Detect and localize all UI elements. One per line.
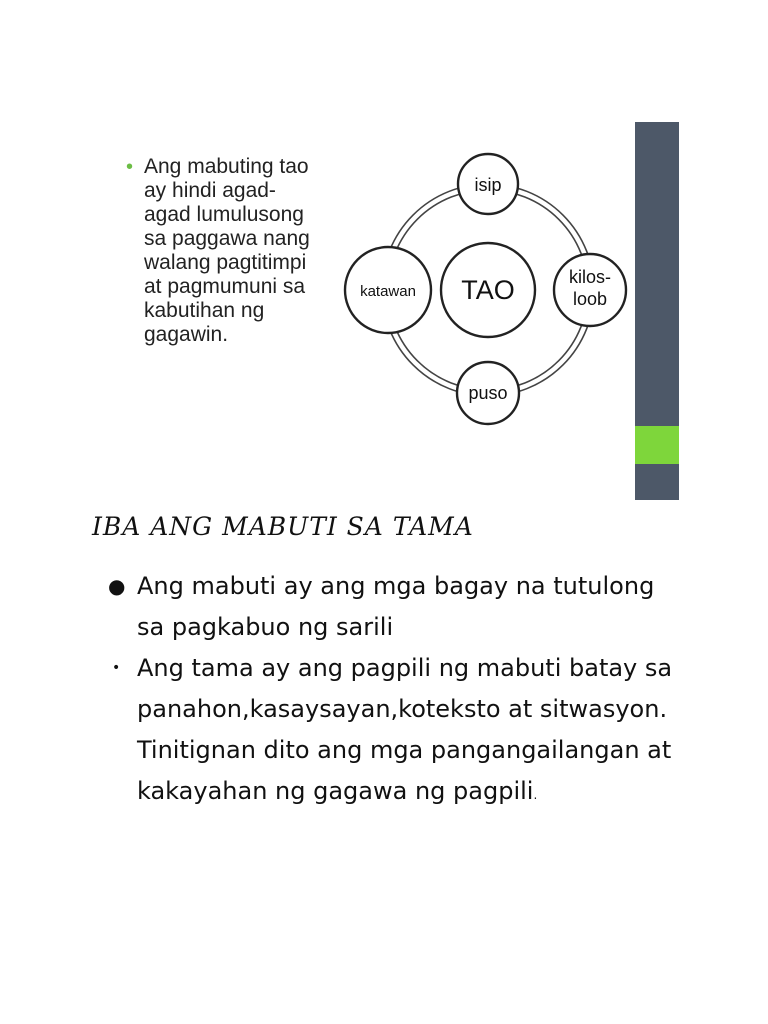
- slide-bullet-line: at pagmumuni sa: [144, 275, 306, 298]
- list-item-line: Ang mabuti ay ang mga bagay na tutulong: [137, 572, 655, 600]
- tao-diagram: [338, 140, 638, 440]
- slide-bullet-line: gagawin.: [144, 323, 229, 346]
- slide-bullet-line: walang pagtitimpi: [144, 251, 307, 274]
- slide-bullet-line: sa paggawa nang: [144, 227, 310, 250]
- node-right-label-line1: kilos-: [568, 267, 612, 287]
- list-item-line-text: kakayahan ng gagawa ng pagpili: [137, 777, 534, 805]
- node-top: [458, 154, 518, 214]
- slide-bullet-line: agad lumulusong: [144, 203, 304, 226]
- node-bottom-label: puso: [468, 383, 508, 403]
- list-item: [108, 648, 708, 816]
- list-item-line: [137, 771, 708, 816]
- list-item-trailing-period: .: [533, 788, 538, 802]
- node-center: [441, 243, 535, 337]
- bullet-dot-icon: •: [126, 156, 134, 178]
- slide-bullet-line: ay hindi agad-: [144, 179, 276, 202]
- node-center-label: TAO: [461, 275, 515, 305]
- slide-sidebar-accent: [635, 426, 679, 464]
- node-bottom: [457, 362, 519, 424]
- list-item: [108, 566, 708, 648]
- node-right: [554, 254, 626, 326]
- list-item-line: Tinitignan dito ang mga pangangailangan at: [137, 736, 672, 764]
- slide-bullet: [126, 155, 326, 347]
- list-item-line: sa pagkabuo ng sarili: [137, 613, 394, 641]
- node-top-label: isip: [474, 175, 502, 195]
- section-heading: IBA ANG MABUTI SA TAMA: [92, 512, 474, 541]
- definition-list: [108, 566, 708, 816]
- slide-bullet-line: kabutihan ng: [144, 299, 265, 322]
- list-item-line: panahon,kasaysayan,koteksto at sitwasyon.: [137, 695, 668, 723]
- tao-diagram-svg: [338, 140, 638, 440]
- node-right-label-line2: loob: [572, 289, 608, 309]
- node-left-label: katawan: [360, 283, 416, 300]
- slide-sidebar-bar: [635, 122, 679, 500]
- list-item-line: Ang tama ay ang pagpili ng mabuti batay sa: [137, 654, 673, 682]
- slide-bullet-line: Ang mabuting tao: [144, 155, 309, 178]
- bullet-dot-icon: ●: [108, 574, 126, 598]
- bullet-dot-icon: •: [112, 660, 121, 676]
- node-left: [345, 247, 431, 333]
